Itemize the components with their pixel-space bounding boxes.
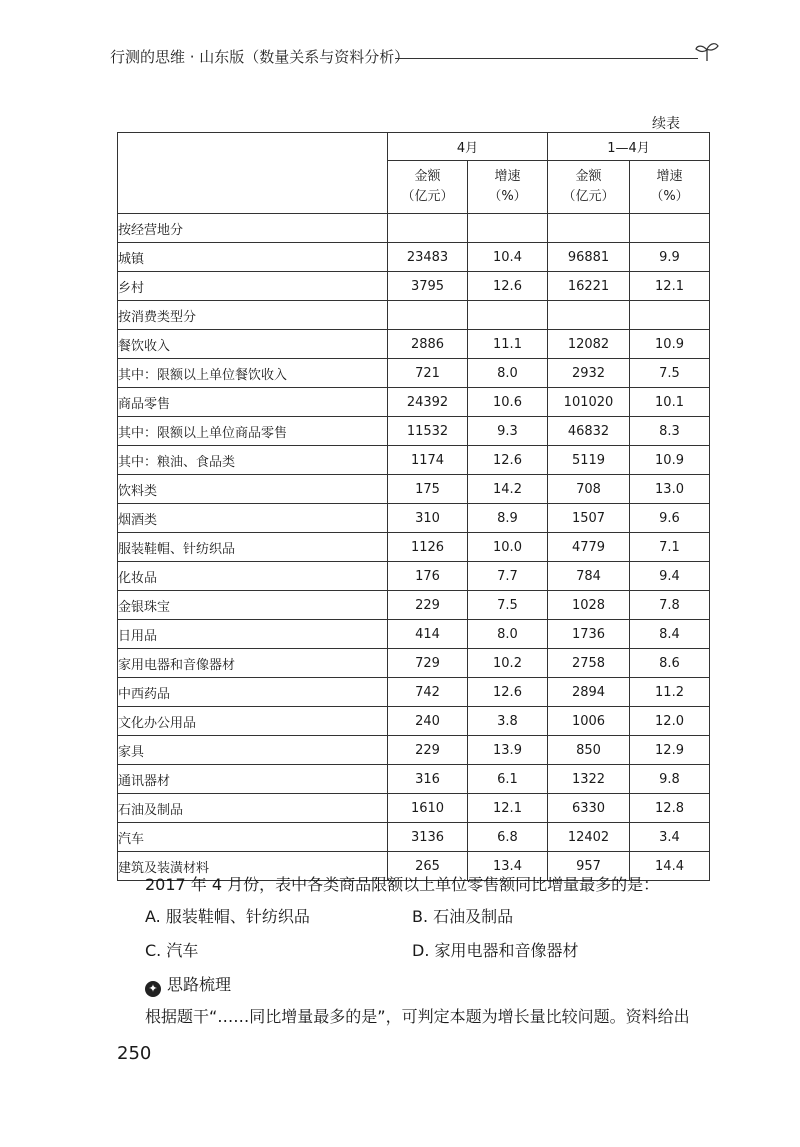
value-cell: 10.0 [468,533,548,562]
retail-sales-table [117,132,710,881]
value-cell: 1028 [548,591,630,620]
value-cell: 8.0 [468,359,548,388]
value-cell [388,301,468,330]
row-label: 按经营地分 [118,214,388,243]
table-row [118,562,710,591]
option-b: B. 石油及制品 [412,907,514,926]
value-cell: 101020 [548,388,630,417]
value-cell: 9.9 [630,243,710,272]
value-cell: 8.6 [630,649,710,678]
table-row [118,504,710,533]
question-text: 2017 年 4 月份，表中各类商品限额以上单位零售额同比增量最多的是： [145,875,660,894]
table-row [118,707,710,736]
value-cell: 13.4 [468,852,548,881]
value-cell: 265 [388,852,468,881]
value-cell: 12.1 [468,794,548,823]
value-cell: 2932 [548,359,630,388]
value-cell: 11.2 [630,678,710,707]
value-cell: 10.6 [468,388,548,417]
value-cell: 240 [388,707,468,736]
value-cell: 11.1 [468,330,548,359]
value-cell: 1006 [548,707,630,736]
value-cell: 10.9 [630,330,710,359]
value-cell: 12.1 [630,272,710,301]
value-cell: 6.8 [468,823,548,852]
sprout-icon [694,40,720,62]
value-cell: 6330 [548,794,630,823]
value-cell: 229 [388,591,468,620]
value-cell: 176 [388,562,468,591]
value-cell: 46832 [548,417,630,446]
row-label: 金银珠宝 [118,591,388,620]
row-label: 其中：粮油、食品类 [118,446,388,475]
value-cell: 784 [548,562,630,591]
value-cell: 708 [548,475,630,504]
column-header: 金额 （亿元） [388,161,468,214]
value-cell: 7.8 [630,591,710,620]
value-cell: 7.5 [468,591,548,620]
row-label: 其中：限额以上单位餐饮收入 [118,359,388,388]
row-label: 饮料类 [118,475,388,504]
value-cell: 3136 [388,823,468,852]
option-d: D. 家用电器和音像器材 [412,941,579,960]
value-cell: 14.2 [468,475,548,504]
table-row [118,214,710,243]
value-cell: 5119 [548,446,630,475]
value-cell: 9.4 [630,562,710,591]
row-label: 化妆品 [118,562,388,591]
table-row [118,765,710,794]
value-cell: 1322 [548,765,630,794]
row-label: 其中：限额以上单位商品零售 [118,417,388,446]
row-label: 家用电器和音像器材 [118,649,388,678]
value-cell: 10.9 [630,446,710,475]
row-label: 城镇 [118,243,388,272]
row-label: 家具 [118,736,388,765]
table-row [118,417,710,446]
row-label: 烟酒类 [118,504,388,533]
section-heading [145,972,231,997]
row-label: 中西药品 [118,678,388,707]
table-row [118,301,710,330]
value-cell: 1126 [388,533,468,562]
value-cell: 1610 [388,794,468,823]
value-cell: 96881 [548,243,630,272]
analysis-text: 根据题干“……同比增量最多的是”，可判定本题为增长量比较问题。资料给出 [145,1007,690,1026]
value-cell: 16221 [548,272,630,301]
column-header: 增速 （%） [630,161,710,214]
value-cell: 229 [388,736,468,765]
value-cell: 24392 [388,388,468,417]
value-cell: 12.6 [468,678,548,707]
value-cell: 729 [388,649,468,678]
row-label: 文化办公用品 [118,707,388,736]
value-cell: 23483 [388,243,468,272]
value-cell: 11532 [388,417,468,446]
value-cell: 12.6 [468,272,548,301]
row-label: 石油及制品 [118,794,388,823]
value-cell: 13.0 [630,475,710,504]
row-label: 通讯器材 [118,765,388,794]
value-cell: 8.0 [468,620,548,649]
row-label: 商品零售 [118,388,388,417]
value-cell: 10.4 [468,243,548,272]
row-label: 日用品 [118,620,388,649]
table-continued-label: 续表 [652,116,680,132]
table-row [118,388,710,417]
section-bullet-icon: ✦ [145,981,161,997]
table-row [118,533,710,562]
section-title: 思路梳理 [167,975,232,994]
table-row [118,620,710,649]
value-cell: 12402 [548,823,630,852]
row-label: 乡村 [118,272,388,301]
table-row [118,475,710,504]
table-row [118,330,710,359]
table-row [118,591,710,620]
value-cell: 12082 [548,330,630,359]
value-cell: 12.9 [630,736,710,765]
book-title: 行测的思维 · 山东版（数量关系与资料分析） [110,48,410,66]
table-row [118,736,710,765]
value-cell: 2758 [548,649,630,678]
value-cell: 8.9 [468,504,548,533]
value-cell: 316 [388,765,468,794]
value-cell: 10.1 [630,388,710,417]
value-cell [468,214,548,243]
period-header: 1—4月 [548,133,710,161]
value-cell: 414 [388,620,468,649]
value-cell: 175 [388,475,468,504]
value-cell: 1174 [388,446,468,475]
value-cell: 742 [388,678,468,707]
value-cell [630,301,710,330]
value-cell: 2894 [548,678,630,707]
table-row [118,649,710,678]
table-row [118,359,710,388]
table-row [118,243,710,272]
value-cell [548,214,630,243]
value-cell: 3.4 [630,823,710,852]
row-label: 服装鞋帽、针纺织品 [118,533,388,562]
value-cell: 721 [388,359,468,388]
value-cell: 9.6 [630,504,710,533]
value-cell: 13.9 [468,736,548,765]
value-cell: 1736 [548,620,630,649]
row-label: 建筑及装潢材料 [118,852,388,881]
table-row [118,678,710,707]
value-cell: 2886 [388,330,468,359]
value-cell [388,214,468,243]
value-cell: 3795 [388,272,468,301]
value-cell [548,301,630,330]
value-cell: 8.3 [630,417,710,446]
value-cell: 12.8 [630,794,710,823]
column-header: 金额 （亿元） [548,161,630,214]
value-cell: 10.2 [468,649,548,678]
corner-cell [118,133,388,214]
value-cell: 310 [388,504,468,533]
period-header: 4月 [388,133,548,161]
value-cell [630,214,710,243]
page-number: 250 [117,1043,152,1064]
value-cell: 3.8 [468,707,548,736]
row-label: 餐饮收入 [118,330,388,359]
value-cell: 1507 [548,504,630,533]
value-cell: 7.7 [468,562,548,591]
value-cell: 957 [548,852,630,881]
option-a: A. 服装鞋帽、针纺织品 [145,907,310,926]
value-cell: 12.0 [630,707,710,736]
table-row [118,823,710,852]
value-cell: 9.8 [630,765,710,794]
row-label: 汽车 [118,823,388,852]
value-cell: 7.1 [630,533,710,562]
table-row [118,794,710,823]
value-cell [468,301,548,330]
value-cell: 4779 [548,533,630,562]
row-label: 按消费类型分 [118,301,388,330]
column-header: 增速 （%） [468,161,548,214]
option-c: C. 汽车 [145,941,199,960]
header-rule [395,58,698,59]
value-cell: 14.4 [630,852,710,881]
value-cell: 850 [548,736,630,765]
value-cell: 6.1 [468,765,548,794]
table-row [118,272,710,301]
table-row [118,446,710,475]
running-header [110,46,720,70]
value-cell: 7.5 [630,359,710,388]
value-cell: 12.6 [468,446,548,475]
value-cell: 9.3 [468,417,548,446]
value-cell: 8.4 [630,620,710,649]
